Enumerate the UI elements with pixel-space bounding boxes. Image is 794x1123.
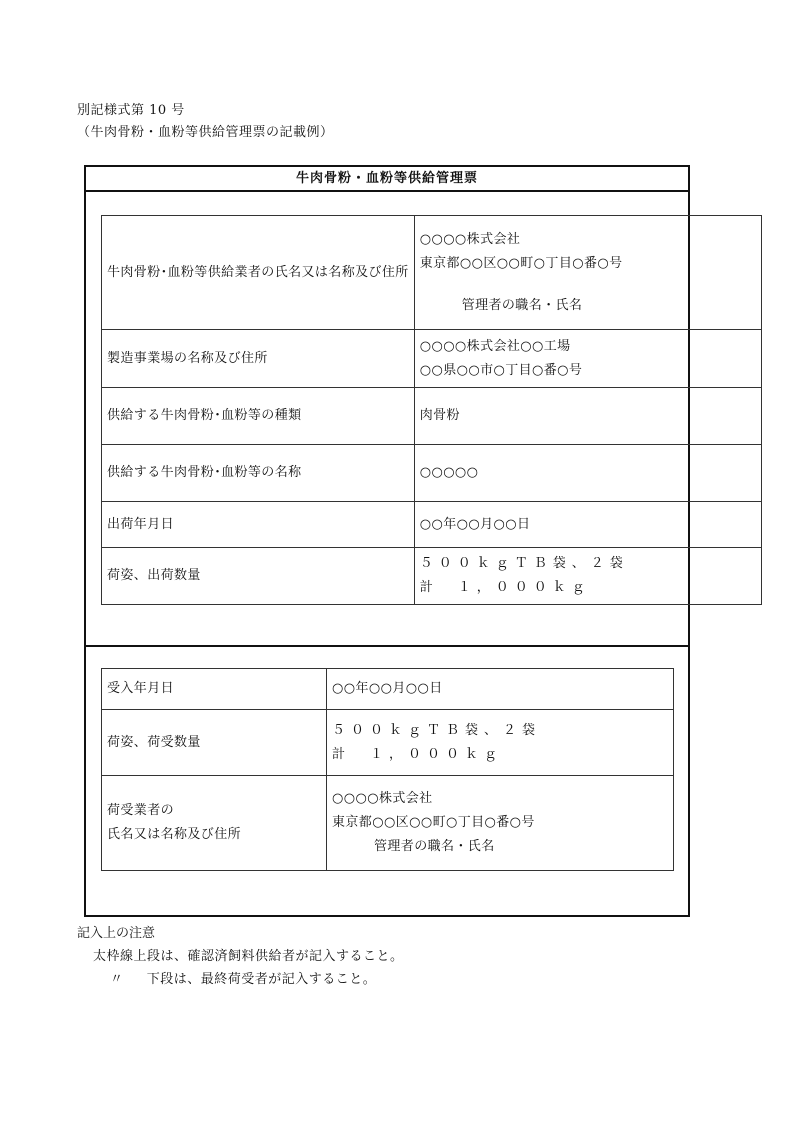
value-line (420, 294, 756, 318)
product-type-value: 肉骨粉 (414, 388, 761, 445)
manager-title-name: 管理者の職名・氏名 (374, 839, 495, 854)
product-name-value: ○○○○○ (414, 445, 761, 502)
table-row (102, 548, 762, 605)
table-row (102, 776, 674, 871)
table-row (102, 502, 762, 548)
note-line-1: 太枠線上段は、確認済飼料供給者が記入すること。 (93, 949, 404, 964)
receiver-name-address-label (102, 776, 327, 871)
manager-title-name: 管理者の職名・氏名 (461, 297, 583, 313)
supplier-name-address-value (414, 216, 761, 330)
value-line: ５００ｋｇＴＢ袋、２袋 (332, 722, 542, 738)
section-divider (86, 645, 688, 647)
shipping-date-label: 出荷年月日 (102, 502, 415, 548)
note-line-2-text: 下段は、最終荷受者が記入すること。 (146, 972, 377, 987)
shipping-quantity-value (414, 548, 761, 605)
receipt-date-value: ○○年○○月○○日 (327, 669, 674, 710)
ditto-mark: 〃 (110, 972, 124, 987)
supplier-name-address-label: 牛肉骨粉･血粉等供給業者の氏名又は名称及び住所 (102, 216, 415, 330)
table-row (102, 710, 674, 776)
note-line-2 (110, 968, 376, 987)
label-line: 氏名又は名称及び住所 (107, 827, 242, 842)
product-type-label: 供給する牛肉骨粉･血粉等の種類 (102, 388, 415, 445)
value-line: ○○県○○市○丁目○番○号 (419, 362, 583, 378)
product-name-label: 供給する牛肉骨粉･血粉等の名称 (102, 445, 415, 502)
table-row (102, 388, 762, 445)
receipt-date-label: 受入年月日 (102, 669, 327, 710)
table-row (102, 445, 762, 502)
value-line: ○○○○株式会社 (419, 231, 521, 247)
value-line: 計 １，０００ｋｇ (332, 746, 504, 762)
notes-title: 記入上の注意 (77, 926, 156, 941)
value-line (332, 835, 668, 859)
value-line: 東京都○○区○○町○丁目○番○号 (332, 815, 535, 830)
receiver-name-address-value (327, 776, 674, 871)
table-row (102, 216, 762, 330)
form-title: 牛肉骨粉・血粉等供給管理票 (86, 167, 688, 192)
label-line: 荷受業者の (107, 803, 175, 818)
supplier-section-table (101, 215, 762, 605)
receiver-section-table (101, 668, 674, 871)
value-line: ５００ｋｇＴＢ袋、２袋 (419, 556, 629, 571)
value-line-blank (420, 276, 756, 294)
table-row (102, 669, 674, 710)
shipping-date-value: ○○年○○月○○日 (414, 502, 761, 548)
factory-name-address-label: 製造事業場の名称及び住所 (102, 330, 415, 388)
value-line: ○○○○株式会社 (332, 791, 433, 806)
table-row (102, 330, 762, 388)
form-number: 別記様式第 10 号 (77, 103, 185, 118)
value-line: ○○○○株式会社○○工場 (419, 338, 571, 354)
factory-name-address-value (414, 330, 761, 388)
value-line: 東京都○○区○○町○丁目○番○号 (419, 255, 623, 271)
receipt-quantity-label: 荷姿、荷受数量 (102, 710, 327, 776)
shipping-quantity-label: 荷姿、出荷数量 (102, 548, 415, 605)
receipt-quantity-value (327, 710, 674, 776)
value-line: 計 １，０００ｋｇ (419, 580, 591, 595)
form-subtitle: （牛肉骨粉・血粉等供給管理票の記載例） (77, 125, 334, 140)
